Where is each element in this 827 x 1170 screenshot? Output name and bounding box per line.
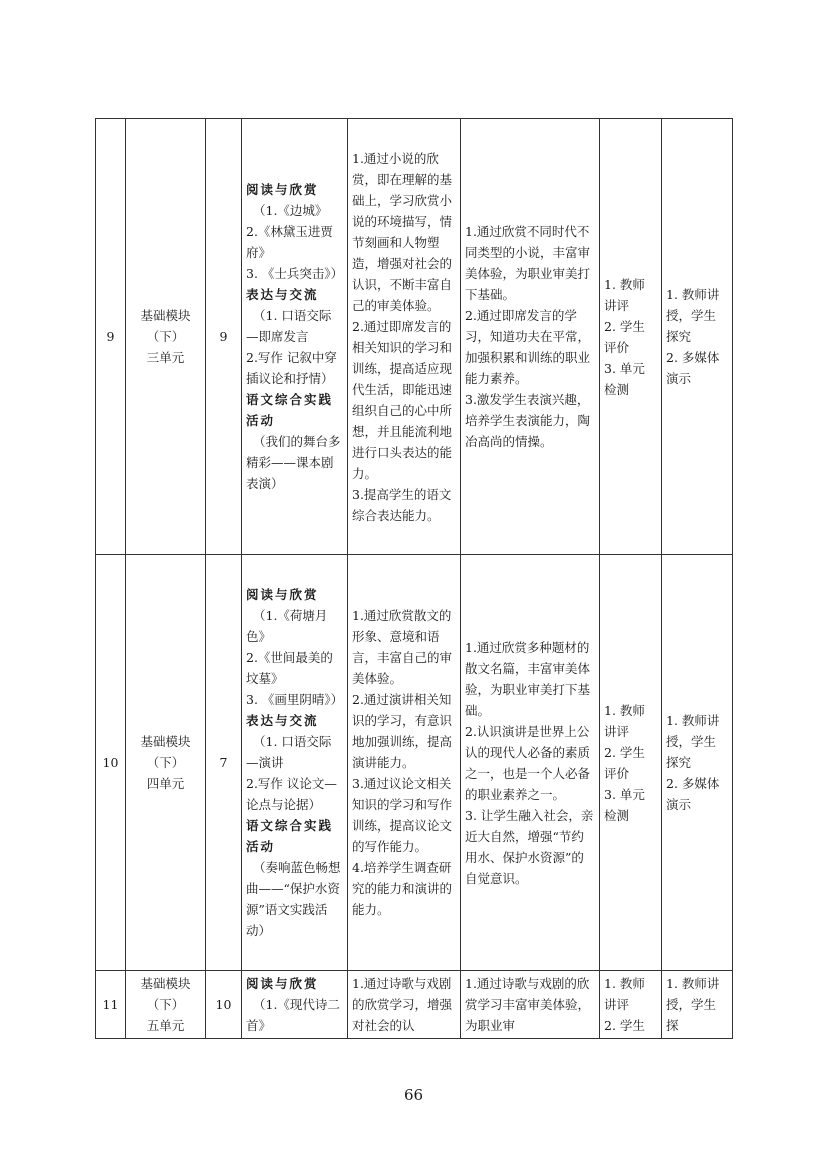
content-item: （我们的舞台多精彩——课本剧表演） (246, 434, 341, 491)
objective-item: 2.通过即席发言的相关知识的学习和训练，提高适应现代生活，即能迅速组织自己的心中所想，并且能流利地进行口头表达的能力。 (352, 318, 453, 481)
expression-title: 表达与交流 (246, 713, 319, 728)
evaluation-cell (600, 119, 662, 555)
content-cell (242, 119, 348, 555)
module-cell (126, 555, 206, 971)
evaluation-item: 2. 学生评价 (604, 744, 645, 781)
content-item: （1.《荷塘月色》 (246, 608, 328, 644)
practice-title: 语文综合实践活动 (246, 818, 334, 854)
objective-item: 2.通过演讲相关知识的学习，有意识地加强训练，提高演讲能力。 (352, 692, 453, 770)
methods-cell (662, 971, 733, 1039)
module-line: 三单元 (146, 350, 185, 365)
page-number: 66 (403, 1086, 424, 1104)
evaluation-cell (600, 555, 662, 971)
content-item: （奏响蓝色畅想曲——“保护水资源”语文实践活动） (246, 860, 341, 938)
unit-number: 9 (96, 119, 126, 555)
module-line: （下） (146, 329, 185, 344)
objective-item: 1.通过诗歌与戏剧的欣赏学习，增强对社会的认 (352, 976, 453, 1033)
module-line: （下） (146, 755, 185, 770)
content-item: 2.《世间最美的坟墓》 (246, 650, 333, 686)
goal-item: 1.通过诗歌与戏剧的欣赏学习丰富审美体验，为职业审 (465, 976, 591, 1033)
method-item: 2. 多媒体演示 (666, 776, 720, 812)
content-item: 3. 《士兵突击》） (246, 266, 344, 281)
methods-cell (662, 555, 733, 971)
method-item: 1. 教师讲授，学生探究 (666, 713, 720, 770)
practice-title: 语文综合实践活动 (246, 392, 334, 428)
goals-cell (461, 971, 600, 1039)
goal-item: 1.通过欣赏不同时代不同类型的小说，丰富审美体验，为职业审美打下基础。 (465, 224, 591, 302)
unit-number: 11 (96, 971, 126, 1039)
content-item: （1. 口语交际—即席发言 (246, 308, 332, 344)
content-item: 2.写作 议论文—论点与论据） (246, 776, 337, 812)
method-item: 1. 教师讲授，学生探 (666, 976, 720, 1033)
goal-item: 2.认识演讲是世界上公认的现代人必备的素质之一，也是一个人必备的职业素养之一。 (465, 723, 591, 802)
hours-cell: 7 (206, 555, 242, 971)
evaluation-item: 2. 学生 (604, 1018, 645, 1033)
curriculum-table (95, 118, 733, 1039)
content-cell (242, 555, 348, 971)
methods-cell (662, 119, 733, 555)
module-line: 四单元 (146, 776, 185, 791)
goals-cell (461, 555, 600, 971)
method-item: 1. 教师讲授，学生探究 (666, 287, 720, 344)
evaluation-item: 2. 学生评价 (604, 318, 645, 355)
objectives-cell (348, 971, 461, 1039)
goal-item: 3.激发学生表演兴趣，培养学生表演能力，陶冶高尚的情操。 (465, 392, 591, 449)
content-item: （1. 口语交际—演讲 (246, 734, 332, 770)
objective-item: 4.培养学生调查研究的能力和演讲的能力。 (352, 860, 453, 917)
evaluation-item: 3. 单元检测 (604, 786, 645, 823)
module-line: 基础模块 (140, 308, 191, 323)
table-row (96, 971, 733, 1039)
method-item: 2. 多媒体演示 (666, 350, 720, 386)
table-row (96, 119, 733, 555)
goals-cell (461, 119, 600, 555)
evaluation-item: 3. 单元检测 (604, 360, 645, 397)
objectives-cell (348, 555, 461, 971)
module-cell (126, 971, 206, 1039)
module-cell (126, 119, 206, 555)
evaluation-item: 1. 教师讲评 (604, 976, 645, 1012)
objective-item: 3.提高学生的语文综合表达能力。 (352, 486, 452, 523)
content-item: 2.写作 记叙中穿插议论和抒情） (246, 350, 337, 386)
objectives-cell (348, 119, 461, 555)
content-item: 2.《林黛玉进贾府》 (246, 224, 333, 260)
module-line: 五单元 (146, 1018, 185, 1033)
expression-title: 表达与交流 (246, 287, 319, 302)
reading-title: 阅读与欣赏 (246, 976, 319, 991)
content-item: （1.《边城》 (253, 203, 328, 218)
evaluation-item: 1. 教师讲评 (604, 702, 645, 739)
objective-item: 1.通过小说的欣赏，即在理解的基础上，学习欣赏小说的环境描写，情节刻画和人物塑造，增强对社会的认识，不断丰富自己的审美体验。 (352, 150, 453, 313)
content-item: 3. 《画里阴晴》） (246, 692, 344, 707)
evaluation-cell (600, 971, 662, 1039)
module-line: 基础模块 (140, 976, 191, 991)
reading-title: 阅读与欣赏 (246, 587, 319, 602)
unit-number: 10 (96, 555, 126, 971)
objective-item: 1.通过欣赏散文的形象、意境和语言，丰富自己的审美体验。 (352, 608, 453, 686)
goal-item: 1.通过欣赏多种题材的散文名篇，丰富审美体验，为职业审美打下基础。 (465, 639, 591, 718)
goal-item: 3. 让学生融入社会，亲近大自然，增强“节约用水、保护水资源”的自觉意识。 (465, 807, 594, 886)
evaluation-item: 1. 教师讲评 (604, 276, 645, 313)
reading-title: 阅读与欣赏 (246, 182, 319, 197)
module-line: （下） (146, 997, 185, 1012)
hours-cell: 9 (206, 119, 242, 555)
objective-item: 3.通过议论文相关知识的学习和写作训练，提高议论文的写作能力。 (352, 776, 453, 854)
hours-cell: 10 (206, 971, 242, 1039)
content-item: （1.《现代诗二首》 (246, 997, 340, 1033)
goal-item: 2.通过即席发言的学习，知道功夫在平常，加强积累和训练的职业能力素养。 (465, 308, 591, 386)
content-cell (242, 971, 348, 1039)
table-row (96, 555, 733, 971)
module-line: 基础模块 (140, 734, 191, 749)
